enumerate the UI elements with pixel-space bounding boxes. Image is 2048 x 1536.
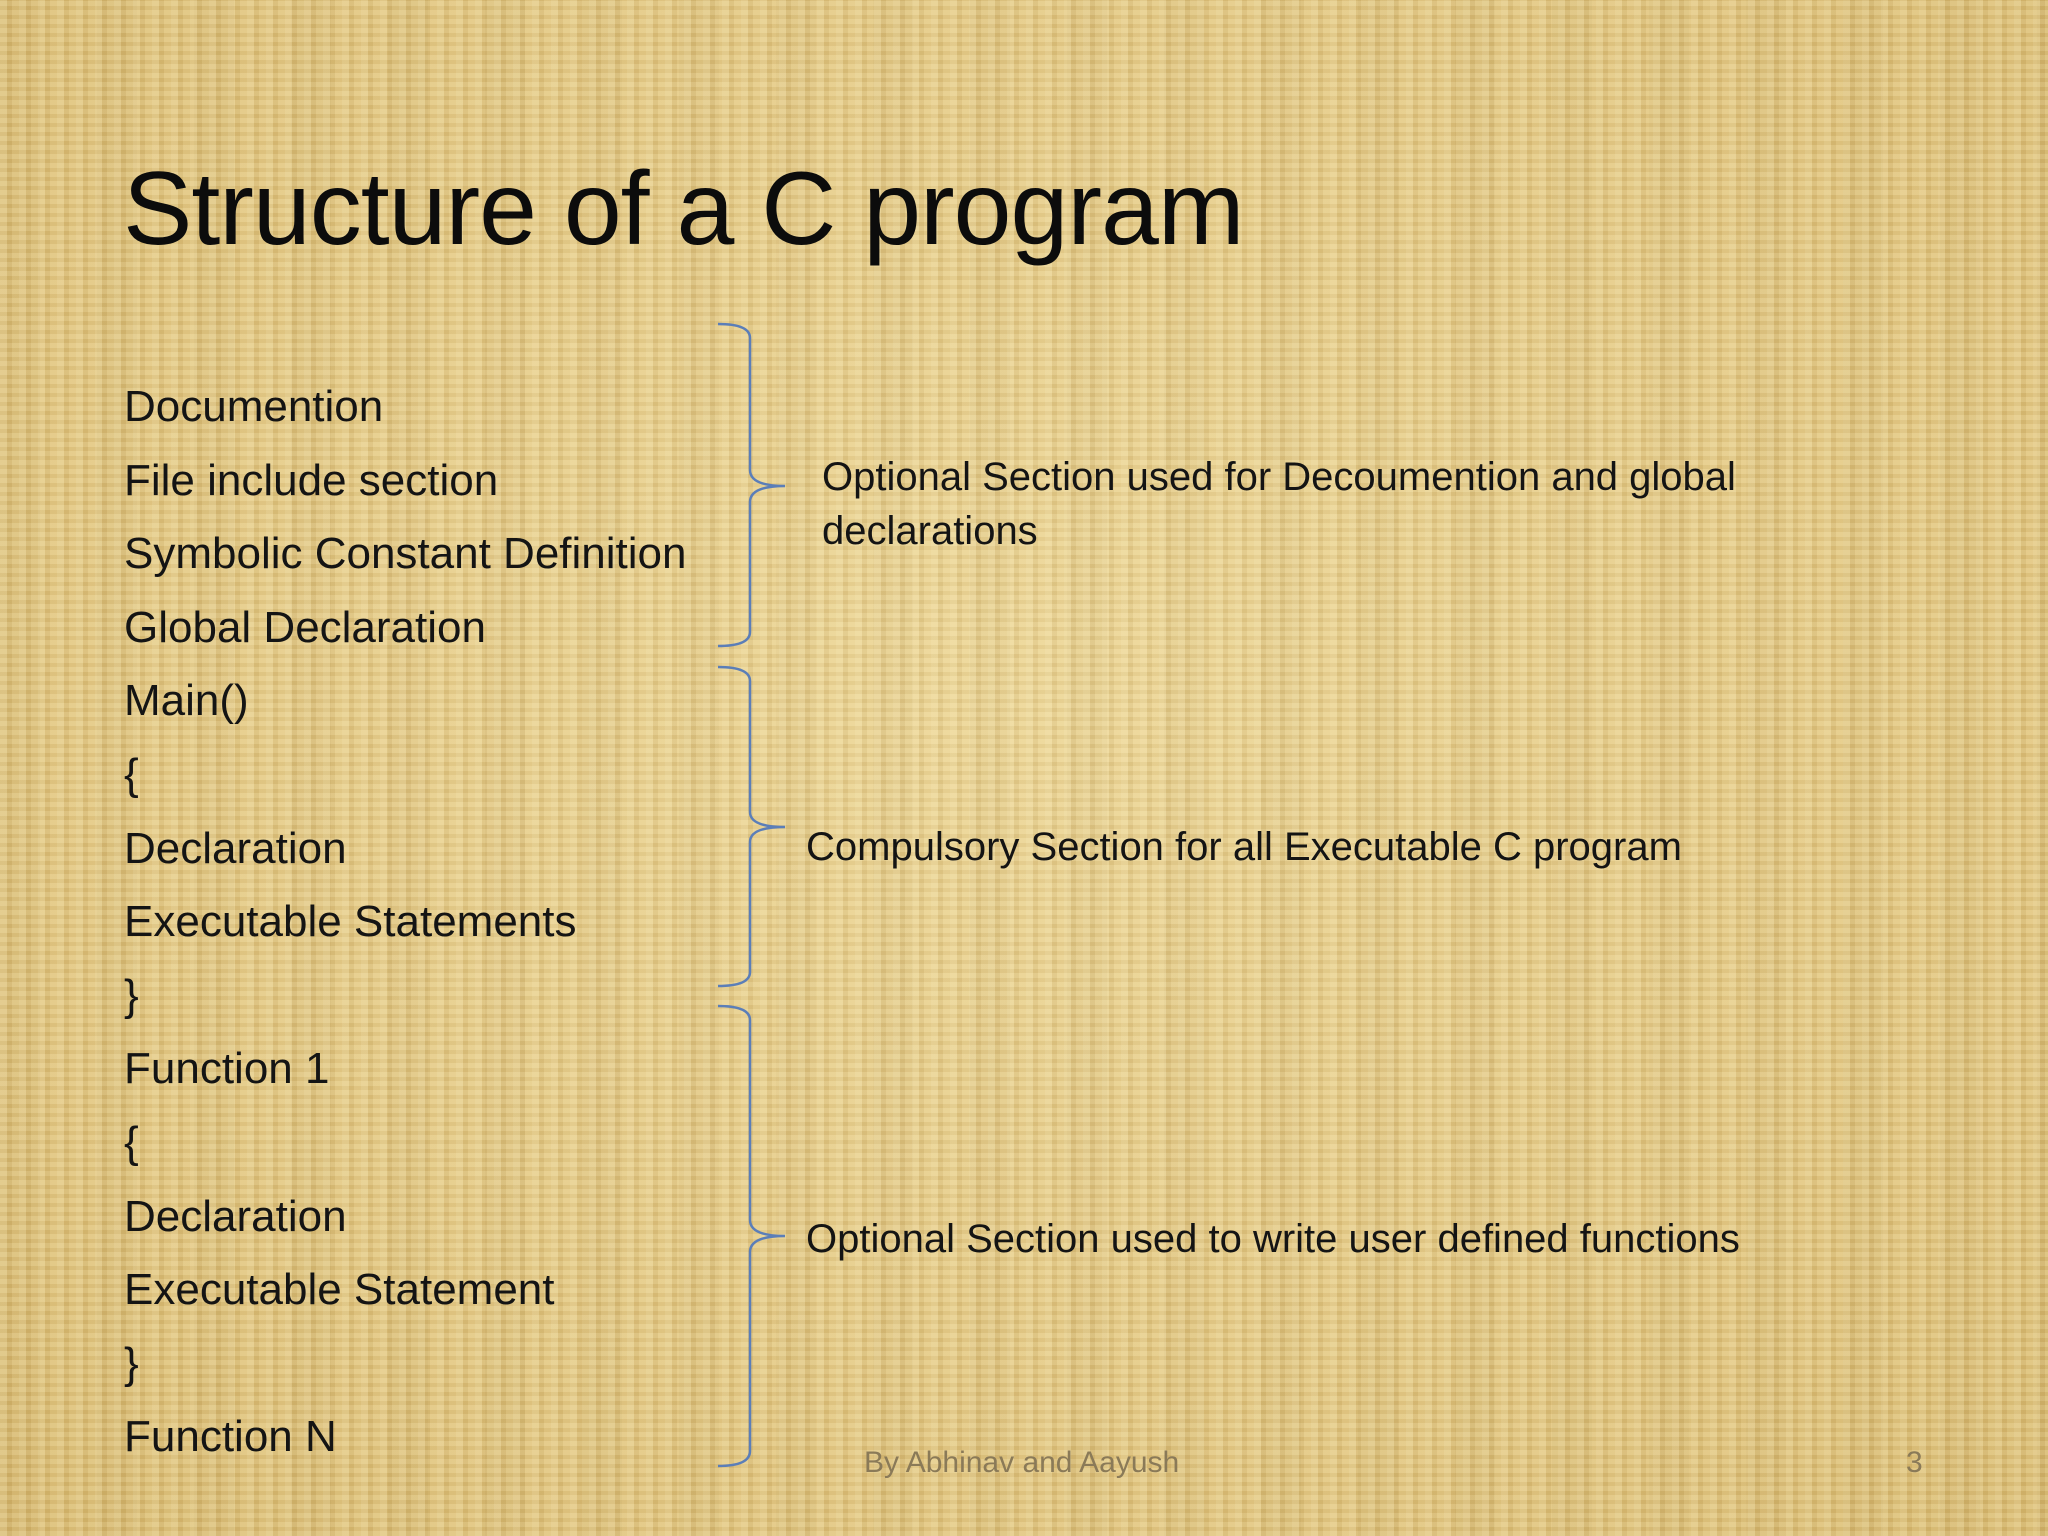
note-optional-documentation: Optional Section used for Decoumention and global declarations (822, 455, 1736, 553)
list-item: } (124, 970, 139, 1020)
note-optional-functions: Optional Section used to write user defined functions (806, 1217, 1740, 1261)
list-item: { (124, 749, 139, 799)
list-item: } (124, 1338, 139, 1388)
brace-main-compulsory (718, 667, 785, 986)
program-structure-list (124, 370, 686, 1474)
slide-title: Structure of a C program (123, 151, 1244, 267)
brace-optional-header (718, 324, 785, 646)
list-item: Function 1 (124, 1044, 330, 1094)
list-item: Symbolic Constant Definition (124, 529, 687, 579)
list-item: Main() (124, 676, 249, 726)
list-item: Declaration (124, 823, 347, 873)
list-item: File include section (124, 455, 499, 505)
page-number: 3 (1906, 1446, 1923, 1479)
note-compulsory-main: Compulsory Section for all Executable C program (806, 825, 1682, 869)
list-item: Function N (124, 1412, 337, 1462)
list-item: { (124, 1117, 139, 1167)
list-item: Documention (124, 382, 384, 431)
slide-footer: By Abhinav and Aayush (864, 1446, 1180, 1479)
list-item: Global Declaration (124, 602, 486, 652)
list-item: Executable Statements (124, 897, 577, 947)
list-item: Declaration (124, 1191, 347, 1241)
list-item: Executable Statement (124, 1265, 555, 1315)
brace-optional-functions (718, 1006, 785, 1466)
